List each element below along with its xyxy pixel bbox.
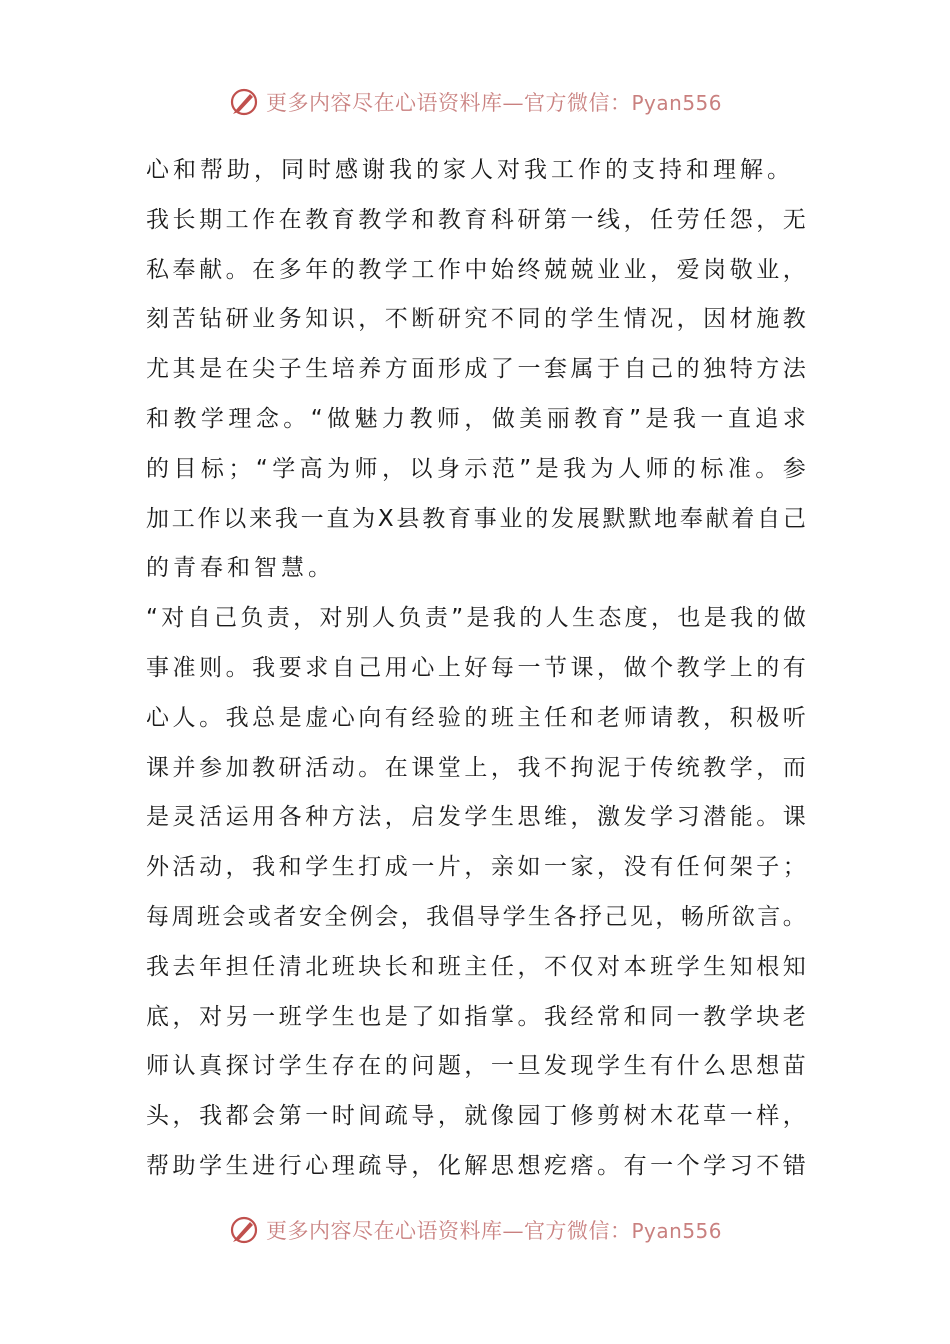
text-line: 头 ， 我 都 会 第 一 时 间 疏 导 ， 就 像 园 丁 修 剪 树 木 花 草 一 样 ， [146,1103,806,1130]
watermark-text: 更多内容尽在心语资料库—官方微信：Pyan556 [265,91,722,115]
text-line: 每 周 班 会 或 者 安 全 例 会 ， 我 倡 导 学 生 各 抒 己 见 ， 畅 所 欲 言 。 [146,903,806,930]
text-line: “ 对 自 己 负 责 ， 对 别 人 负 责 ” 是 我 的 人 生 态 度 ， 也 是 我 的 做 [146,605,806,632]
text-line: 的青春和智慧。 [146,555,335,582]
text-line: 我 长 期 工 作 在 教 育 教 学 和 教 育 科 研 第 一 线 ， 任 劳 任 怨 ， 无 [146,206,806,233]
text-line: 刻 苦 钻 研 业 务 知 识 ， 不 断 研 究 不 同 的 学 生 情 况 ， 因 材 施 教 [146,306,806,333]
text-line: 加 工 作 以 来 我 一 直 为 X 县 教 育 事 业 的 发 展 默 默 地 奉 献 着 自 己 [146,505,806,532]
text-line: 心 人 。 我 总 是 虚 心 向 有 经 验 的 班 主 任 和 老 师 请 教 ， 积 极 听 [146,704,806,731]
watermark-banner-bottom [0,1208,950,1252]
pen-circle-icon [228,1214,260,1246]
text-line: 事 准 则 。 我 要 求 自 己 用 心 上 好 每 一 节 课 ， 做 个 教 学 上 的 有 [146,654,806,681]
text-line: 外 活 动 ， 我 和 学 生 打 成 一 片 ， 亲 如 一 家 ， 没 有 任 何 架 子 ； [146,854,806,881]
text-line: 尤 其 是 在 尖 子 生 培 养 方 面 形 成 了 一 套 属 于 自 己 的 独 特 方 法 [146,356,806,383]
text-line: 私 奉 献 。 在 多 年 的 教 学 工 作 中 始 终 兢 兢 业 业 ， 爱 岗 敬 业 ， [146,256,806,283]
text-line: 是 灵 活 运 用 各 种 方 法 ， 启 发 学 生 思 维 ， 激 发 学 习 潜 能 。 课 [146,804,806,831]
text-line: 的 目 标 ； “ 学 高 为 师 ， 以 身 示 范 ” 是 我 为 人 师 的 标 准 。 参 [146,455,806,482]
text-line: 心和帮助，同时感谢我的家人对我工作的支持和理解。 [146,157,794,183]
document-body [146,146,806,1192]
watermark-banner-top [0,80,950,124]
text-line: 我 去 年 担 任 清 北 班 块 长 和 班 主 任 ， 不 仅 对 本 班 学 生 知 根 知 [146,953,806,980]
text-line: 课 并 参 加 教 研 活 动 。 在 课 堂 上 ， 我 不 拘 泥 于 传 统 教 学 ， 而 [146,754,806,781]
text-line: 底 ， 对 另 一 班 学 生 也 是 了 如 指 掌 。 我 经 常 和 同 一 教 学 块 老 [146,1003,806,1030]
text-line: 帮 助 学 生 进 行 心 理 疏 导 ， 化 解 思 想 疙 瘩 。 有 一 个 学 习 不 错 [146,1152,806,1179]
watermark-text: 更多内容尽在心语资料库—官方微信：Pyan556 [265,1219,722,1243]
pen-circle-icon [228,86,260,118]
text-line: 和 教 学 理 念 。 “ 做 魅 力 教 师 ， 做 美 丽 教 育 ” 是 我 一 直 追 求 [146,405,806,432]
text-line: 师 认 真 探 讨 学 生 存 在 的 问 题 ， 一 旦 发 现 学 生 有 什 么 思 想 苗 [146,1053,806,1080]
